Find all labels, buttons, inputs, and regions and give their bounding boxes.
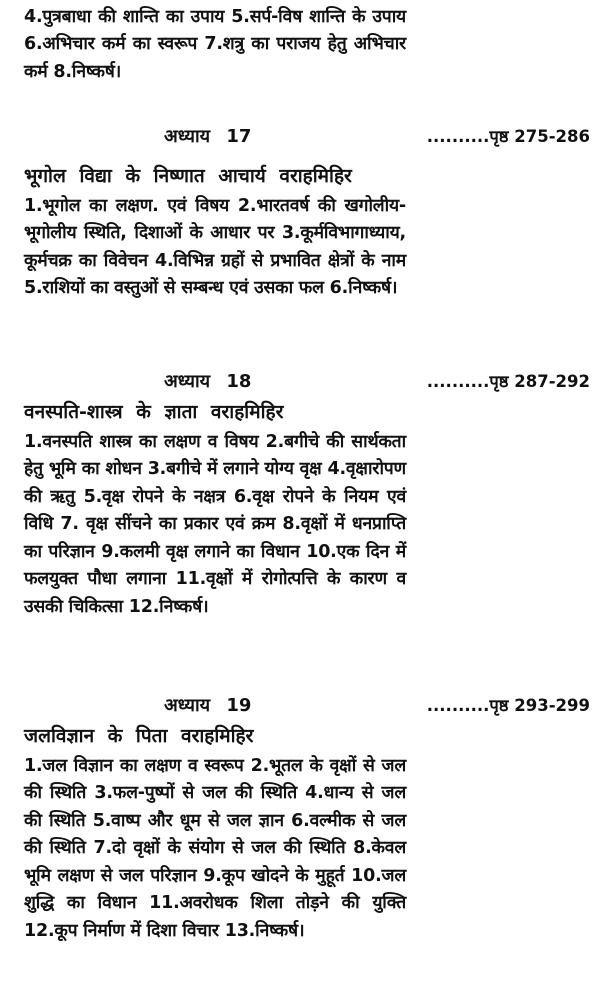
chapter-label: अध्याय 18 bbox=[164, 371, 252, 392]
continued-topic-list: 4.पुत्रबाधा की शान्ति का उपाय 5.सर्प-विष शान्ति के उपाय 6.अभिचार कर्म का स्वरूप 7.शत्रु का पराजय हेतु अभिचार कर्म 8.निष्कर्ष। bbox=[24, 6, 406, 82]
chapter-title: भूगोल विद्या के निष्णात आचार्य वराहमिहिर bbox=[24, 165, 352, 187]
chapter-title: वनस्पति-शास्त्र के ज्ञाता वराहमिहिर bbox=[24, 401, 284, 423]
chapter-page-range: ..........पृष्ठ 275-286 bbox=[426, 127, 590, 146]
chapter-title: जलविज्ञान के पिता वराहमिहिर bbox=[24, 725, 254, 747]
chapter-heading-row bbox=[0, 124, 600, 154]
chapter-label: अध्याय 17 bbox=[164, 126, 252, 147]
chapter-topic-list: 1.जल विज्ञान का लक्षण व स्वरूप 2.भूतल के वृक्षों से जल की स्थिति 3.फल-पुष्पों से जल की स्थिति 4.धान्य से जल की स्थिति 5.वाष्प और धूम से जल ज्ञान 6.वल्मीक से जल की स्थिति 7.दो वृक्षों के संयोग से जल की स्थिति 8.केवल भूमि लक्षण से जल परिज्ञान 9.कूप खोदने के मुहूर्त 10.जल शुद्धि का विधान 11.अवरोधक शिला तोड़ने की युक्ति 12.कूप निर्माण में दिशा विचार 13.निष्कर्ष। bbox=[24, 755, 406, 942]
chapter-heading-row bbox=[0, 693, 600, 723]
chapter-topic-list: 1.वनस्पति शास्त्र का लक्षण व विषय 2.बगीचे की सार्थकता हेतु भूमि का शोधन 3.बगीचे में लगाने योग्य वृक्ष 4.वृक्षारोपण की ऋतु 5.वृक्ष रोपने के नक्षत्र 6.वृक्ष रोपने के नियम एवं विधि 7. वृक्ष सींचने का प्रकार एवं क्रम 8.वृक्षों में धनप्राप्ति का परिज्ञान 9.कलमी वृक्ष लगाने का विधान 10.एक दिन में फलयुक्त पौधा लगाना 11.वृक्षों में रोगोत्पत्ति के कारण व उसकी चिकित्सा 12.निष्कर्ष। bbox=[24, 431, 406, 618]
chapter-label: अध्याय 19 bbox=[164, 695, 252, 716]
chapter-heading-row bbox=[0, 369, 600, 399]
chapter-topic-list: 1.भूगोल का लक्षण. एवं विषय 2.भारतवर्ष की खगोलीय-भूगोलीय स्थिति, दिशाओं के आधार पर 3.कूर्मविभागाध्याय, कूर्मचक्र का विवेचन 4.विभिन्न ग्रहों से प्रभावित क्षेत्रों के नाम 5.राशियों का वस्तुओं से सम्बन्ध एवं उसका फल 6.निष्कर्ष। bbox=[24, 195, 406, 299]
chapter-page-range: ..........पृष्ठ 293-299 bbox=[426, 696, 590, 715]
chapter-page-range: ..........पृष्ठ 287-292 bbox=[426, 372, 590, 391]
